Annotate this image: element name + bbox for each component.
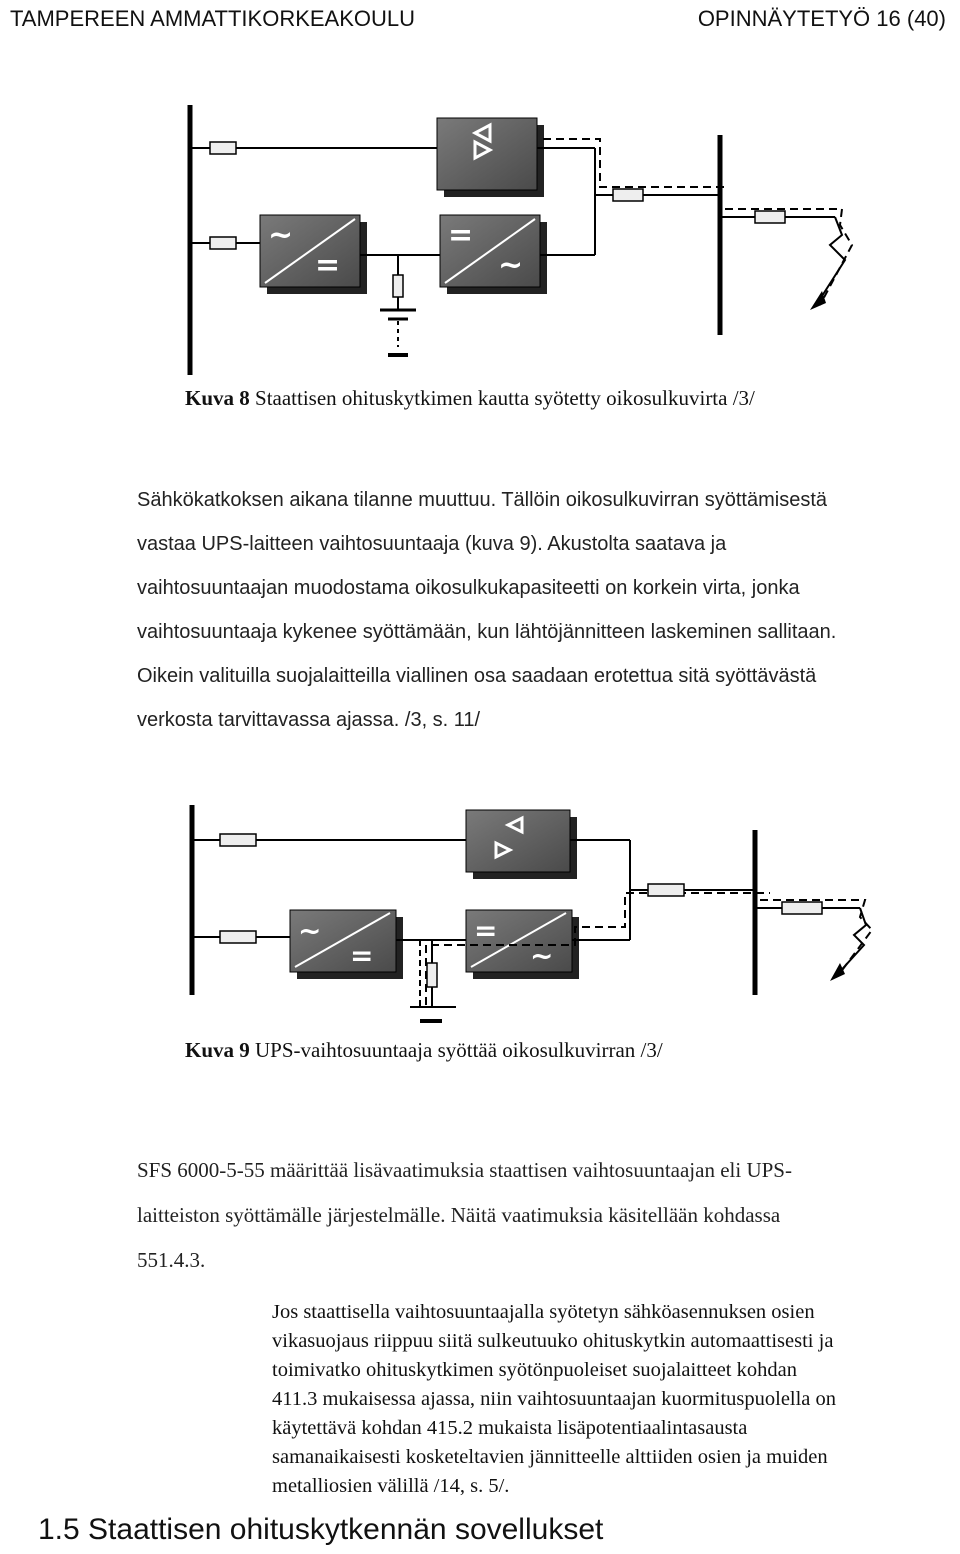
figure-8-diagram <box>170 95 870 385</box>
paragraph-3-line: samanaikaisesti kosketeltavien jännitteelle alttiiden osien ja muiden <box>272 1446 828 1468</box>
fig8-fuse-lower <box>210 237 236 249</box>
paragraph-2-line: laitteiston syöttämälle järjestelmälle. Näitä vaatimuksia käsitellään kohdassa <box>137 1203 781 1227</box>
paragraph-2-line: 551.4.3. <box>137 1248 206 1272</box>
paragraph-1-line: vastaa UPS-laitteen vaihtosuuntaaja (kuva 9). Akustolta saatava ja <box>137 533 727 555</box>
fig8-ac-symbol-2: ~ <box>498 248 524 283</box>
fig9-ac-symbol-2: ~ <box>530 939 554 972</box>
fig8-ac-symbol: ~ <box>268 218 294 253</box>
paragraph-3-line: toimivatko ohituskytkimen syötönpuoleiset suojalaitteet kohdan <box>272 1359 797 1381</box>
section-heading: 1.5 Staattisen ohituskytkennän sovellukset <box>38 1513 604 1546</box>
fig9-ac-symbol: ~ <box>298 914 322 947</box>
paragraph-1-line: vaihtosuuntaaja kykenee syöttämään, kun lähtöjännitteen laskeminen sallitaan. <box>137 621 837 643</box>
fig8-dc-symbol-2: = <box>448 218 474 253</box>
figure-8-label: Kuva 8 <box>185 386 250 410</box>
paragraph-2-line: SFS 6000-5-55 määrittää lisävaatimuksia staattisen vaihtosuuntaajan eli UPS- <box>137 1158 792 1182</box>
paragraph-1-line: Oikein valituilla suojalaitteilla viallinen osa saadaan erotettua sitä syöttävästä <box>137 665 817 687</box>
paragraph-1 <box>137 478 937 742</box>
paragraph-3-line: Jos staattisella vaihtosuuntaajalla syötetyn sähköasennuksen osien <box>272 1301 815 1323</box>
header-school-name: TAMPEREEN AMMATTIKORKEAKOULU <box>10 6 416 31</box>
figure-8-caption <box>185 386 755 411</box>
paragraph-3-line: 411.3 mukaisessa ajassa, niin vaihtosuuntaajan kuormituspuolella on <box>272 1388 837 1410</box>
fig9-battery <box>410 940 456 1021</box>
figure-9-caption-text: UPS-vaihtosuuntaaja syöttää oikosulkuvirran /3/ <box>255 1038 663 1062</box>
fig8-battery <box>380 255 416 355</box>
fig9-fuse-output <box>648 884 684 896</box>
paragraph-3-line: vikasuojaus riippuu siitä sulkeutuuko ohituskytkin automaattisesti ja <box>272 1330 834 1352</box>
fig8-static-switch-box <box>437 118 544 197</box>
paragraph-3 <box>272 1298 960 1501</box>
figure-9-caption <box>185 1038 663 1063</box>
paragraph-1-line: vaihtosuuntaajan muodostama oikosulkukapasiteetti on korkein virta, jonka <box>137 577 800 599</box>
header-page-info: OPINNÄYTETYÖ 16 (40) <box>697 6 946 31</box>
fig8-inverter-box <box>440 215 547 294</box>
fig8-rectifier-box <box>260 215 367 294</box>
paragraph-3-line: metalliosien välillä /14, s. 5/. <box>272 1475 510 1497</box>
fig9-fuse-load <box>782 902 822 914</box>
figure-9-diagram <box>180 795 880 1035</box>
paragraph-1-line: verkosta tarvittavassa ajassa. /3, s. 11/ <box>137 709 481 731</box>
fig9-fuse-upper <box>220 834 256 846</box>
figure-9-label: Kuva 9 <box>185 1038 250 1062</box>
fig9-dc-symbol: = <box>350 939 374 972</box>
paragraph-3-line: käytettävä kohdan 415.2 mukaista lisäpotentiaalintasausta <box>272 1417 748 1439</box>
fig8-fuse-upper <box>210 142 236 154</box>
fig8-fuse-load <box>755 211 785 223</box>
figure-8-caption-text: Staattisen ohituskytkimen kautta syötetty oikosulkuvirta /3/ <box>255 386 755 410</box>
fig9-fuse-lower <box>220 931 256 943</box>
fig9-fault-arrow <box>830 963 845 981</box>
paragraph-1-line: Sähkökatkoksen aikana tilanne muuttuu. Tällöin oikosulkuvirran syöttämisestä <box>137 489 827 511</box>
fig8-fuse-output <box>613 189 643 201</box>
fig9-rectifier-box <box>290 910 403 979</box>
fig8-dc-symbol: = <box>315 248 341 283</box>
fig9-dc-symbol-2: = <box>474 914 498 947</box>
paragraph-2 <box>137 1148 937 1283</box>
fig9-static-switch-box <box>466 810 577 879</box>
